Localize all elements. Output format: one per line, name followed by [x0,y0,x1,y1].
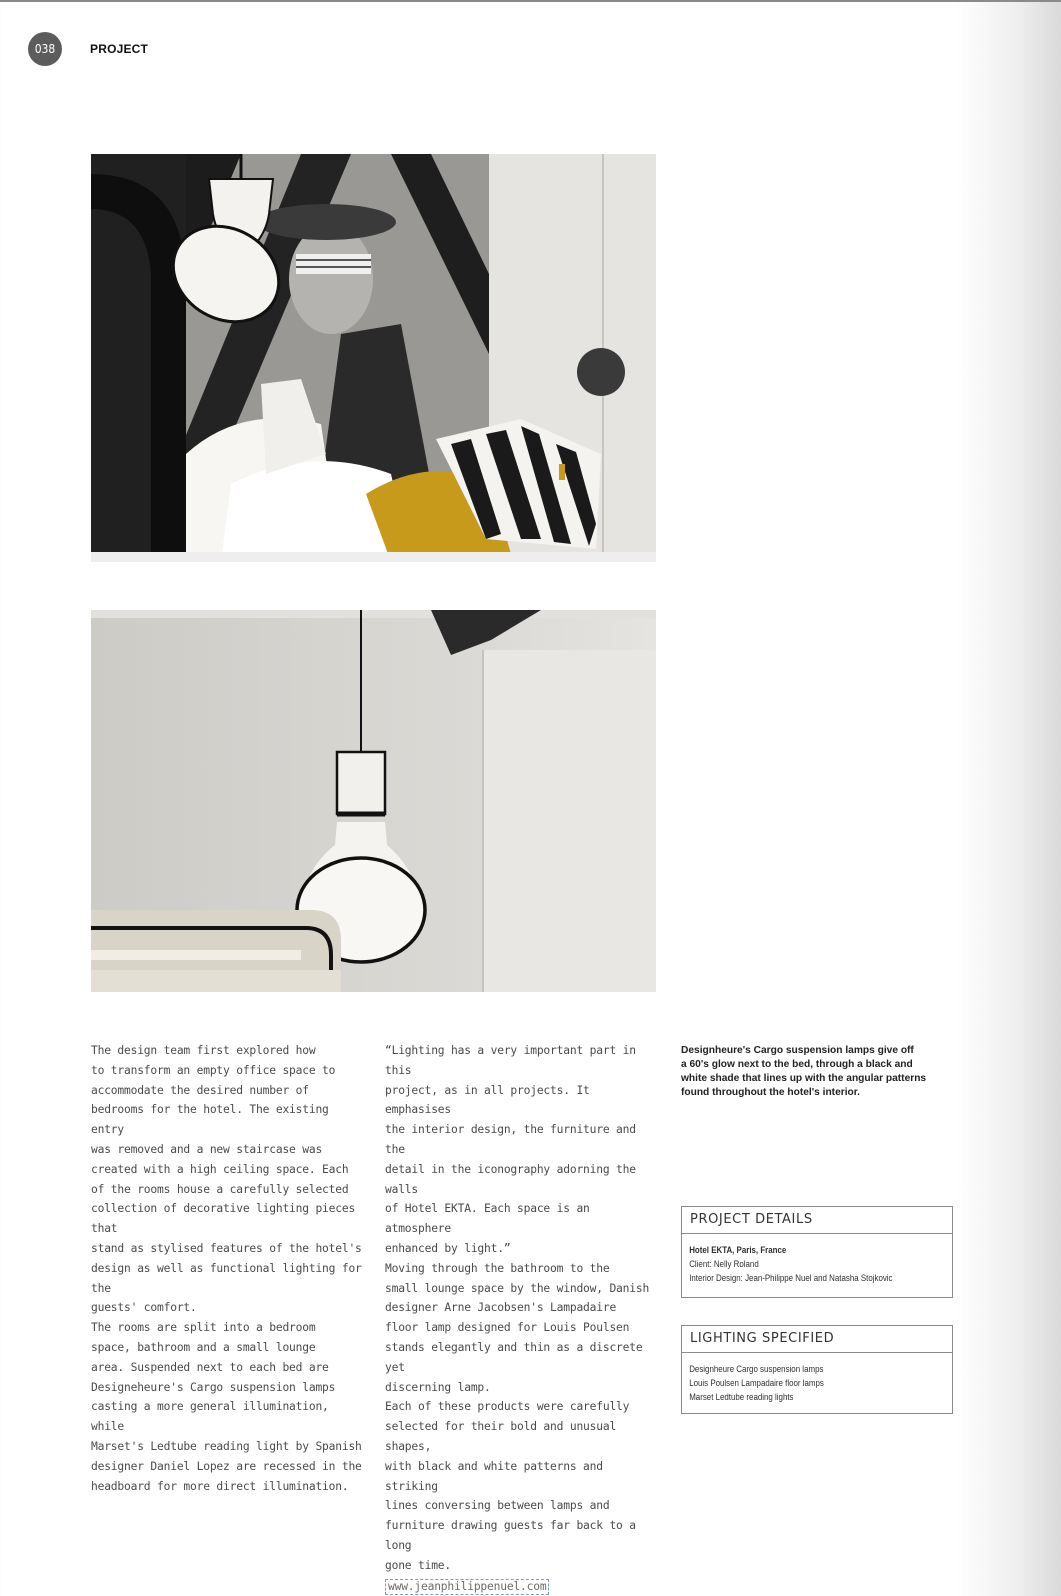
project-client: Client: Nelly Roland [689,1259,759,1269]
page-number-badge: 038 [28,32,62,66]
body-paragraph: Moving through the bathroom to the small lounge space by the window, Danish designer Arne Jacobsen's Lampadaire floor lamp designed for Louis Poulsen stands elegantly and thin as a discrete yet discerning lamp. [385,1261,650,1394]
lighting-specified-body [682,1353,950,1404]
project-interior-design: Interior Design: Jean-Philippe Nuel and Natasha Stojkovic [689,1273,893,1283]
lighting-item: Marset Ledtube reading lights [689,1392,794,1402]
project-details-body [682,1234,950,1285]
lighting-specified-title: LIGHTING SPECIFIED [682,1326,952,1353]
body-quote: “Lighting has a very important part in this project, as in all projects. It emphasises the interior design, the furniture and the detail in the iconography adorning the walls of Hotel EKTA. Each space is an atmosphere enhanced by light.” [385,1044,636,1255]
photo-caption: Designheure's Cargo suspension lamps give off a 60's glow next to the bed, through a black and white shade that lines up with the angular patterns found throughout the hotel's interior. [681,1045,927,1098]
project-location: Hotel EKTA, Paris, France [689,1245,787,1255]
lighting-specified-box [681,1325,953,1414]
bedroom-photo [91,154,656,562]
section-label: PROJECT [90,42,149,56]
project-details-box [681,1206,953,1298]
body-paragraph: The design team first explored how to transform an empty office space to accommodate the desired number of bedrooms for the hotel. The existing entry was removed and a new staircase was created with a high ceiling space. Each of the rooms house a carefully selected collection of decorative lighting pieces that stand as stylised features of the hotel's design as well as functional lighting for the guests' comfort. [91,1044,362,1315]
pendant-lamp-photo [91,610,656,992]
body-paragraph: The rooms are split into a bedroom space, bathroom and a small lounge area. Suspended next to each bed are Designeheure's Cargo suspension lamps casting a more general illumination, while Marset's Ledtube reading light by Spanish designer Daniel Lopez are recessed in the headboard for more direct illumination. [91,1321,362,1493]
lighting-item: Designheure Cargo suspension lamps [689,1364,824,1374]
lighting-item: Louis Poulsen Lampadaire floor lamps [689,1378,824,1388]
body-text-column-1 [91,1041,366,1496]
website-link[interactable]: www.jeanphilippenuel.com [385,1579,549,1595]
body-text-column-2 [385,1041,660,1596]
body-paragraph: Each of these products were carefully selected for their bold and unusual shapes, with black and white patterns and striking lines conversing between lamps and furniture drawing guests far back to a long gone time. [385,1400,636,1572]
page-top-border [0,0,1061,2]
project-details-title: PROJECT DETAILS [682,1207,952,1234]
